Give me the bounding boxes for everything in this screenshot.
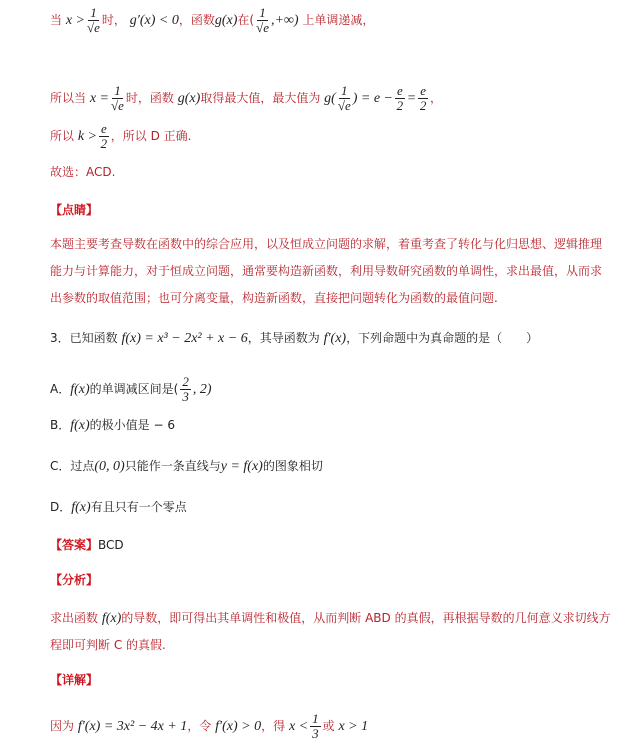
math: f(x) = x³ − 2x² + x − 6 bbox=[121, 331, 248, 346]
numerator: e bbox=[101, 121, 107, 136]
text: 有且只有一个零点 bbox=[90, 500, 187, 514]
text: ，下列命题中为真命题的是（ ） bbox=[346, 331, 539, 345]
analysis-paragraph-line bbox=[50, 610, 611, 627]
fraction bbox=[418, 84, 428, 113]
answer-heading: 【答案】 bbox=[50, 538, 99, 552]
fraction bbox=[310, 712, 321, 741]
fraction bbox=[395, 84, 405, 113]
solution-line-k bbox=[50, 122, 191, 151]
text: 求出函数 bbox=[50, 611, 99, 625]
text: 所以 bbox=[50, 129, 75, 143]
numerator: e bbox=[420, 83, 427, 98]
detail-line bbox=[50, 712, 368, 741]
text: ，得 bbox=[261, 719, 286, 733]
option-d bbox=[50, 499, 187, 516]
fraction bbox=[338, 84, 351, 113]
option-a bbox=[50, 375, 212, 404]
text: D． bbox=[50, 500, 72, 514]
math: x > bbox=[65, 13, 86, 28]
text: 因为 bbox=[50, 719, 75, 733]
tips-paragraph-line: 出参数的取值范围；也可分离变量，构造新函数，直接把问题转化为函数的最值问题. bbox=[50, 291, 498, 305]
math: f(x) bbox=[70, 418, 90, 433]
denominator: √e bbox=[337, 98, 351, 113]
fraction bbox=[180, 375, 191, 404]
math: f′(x) bbox=[323, 331, 347, 346]
math: f(x) bbox=[101, 611, 122, 626]
text: A． bbox=[50, 382, 71, 396]
text: 时， bbox=[101, 13, 126, 27]
text: 的单调减区间是( bbox=[89, 382, 179, 396]
math: x = bbox=[89, 91, 110, 106]
denominator: 3 bbox=[312, 726, 319, 741]
answer-value: BCD bbox=[98, 538, 124, 552]
math: g( bbox=[324, 91, 336, 106]
numerator: 1 bbox=[114, 83, 121, 98]
math: g(x) bbox=[177, 91, 201, 106]
math: = bbox=[406, 91, 417, 106]
option-b bbox=[50, 417, 175, 434]
math: g(x) bbox=[214, 13, 238, 28]
denominator: 2 bbox=[100, 136, 108, 151]
tips-paragraph-line: 能力与计算能力，对于恒成立问题，通常要构造新函数，利用导数研究函数的单调性，求出最值，从而求 bbox=[50, 264, 603, 278]
math: (0, 0) bbox=[94, 459, 125, 474]
numerator: 2 bbox=[182, 374, 189, 389]
option-c bbox=[50, 458, 323, 475]
text: ，其导函数为 bbox=[247, 331, 320, 345]
math: , 2) bbox=[192, 382, 212, 397]
numerator: e bbox=[397, 83, 403, 98]
text: 取得最大值，最大值为 bbox=[200, 91, 321, 105]
denominator: √e bbox=[87, 20, 100, 35]
text: 的极小值是 − 6 bbox=[89, 418, 175, 432]
text: 只能作一条直线与 bbox=[124, 459, 221, 473]
math: k > bbox=[77, 129, 98, 144]
choice-conclusion: 故选：ACD. bbox=[50, 165, 116, 179]
solution-line-decreasing bbox=[50, 6, 374, 35]
text: B． bbox=[50, 418, 71, 432]
denominator: √e bbox=[111, 98, 124, 113]
text: 或 bbox=[322, 719, 335, 733]
math: f(x) bbox=[70, 382, 90, 397]
math: y = f(x) bbox=[220, 459, 263, 474]
numerator: 1 bbox=[259, 5, 266, 20]
question-3-stem bbox=[50, 330, 538, 347]
text: 上单调递减， bbox=[302, 13, 375, 27]
text: ，所以 D 正确. bbox=[110, 129, 192, 143]
text: 的图象相切 bbox=[262, 459, 323, 473]
solution-line-max bbox=[50, 84, 442, 113]
text: C．过点 bbox=[50, 459, 95, 473]
math: f′(x) > 0 bbox=[215, 719, 262, 734]
text: 在( bbox=[237, 13, 255, 27]
math: ) = e − bbox=[352, 91, 394, 106]
math: x < bbox=[288, 719, 309, 734]
section-heading-tips: 【点睛】 bbox=[50, 203, 99, 217]
math: x > 1 bbox=[338, 719, 369, 734]
numerator: 1 bbox=[341, 83, 348, 98]
fraction bbox=[99, 122, 109, 151]
text: ， bbox=[430, 91, 443, 105]
section-heading-detail: 【详解】 bbox=[50, 673, 99, 687]
text: 3．已知函数 bbox=[50, 331, 118, 345]
text: ，函数 bbox=[178, 13, 215, 27]
text: 所以当 bbox=[50, 91, 87, 105]
denominator: 3 bbox=[182, 389, 189, 404]
denominator: 2 bbox=[419, 98, 427, 113]
denominator: 2 bbox=[396, 98, 404, 113]
tips-paragraph-line: 本题主要考查导数在函数中的综合应用，以及恒成立问题的求解，着重考查了转化与化归思想、逻辑推理 bbox=[50, 237, 603, 251]
section-heading-analysis: 【分析】 bbox=[50, 573, 99, 587]
text: 的导数，即可得出其单调性和极值，从而判断 ABD 的真假，再根据导数的几何意义求切线方 bbox=[121, 611, 611, 625]
math: f′(x) = 3x² − 4x + 1 bbox=[77, 719, 188, 734]
text: 时，函数 bbox=[125, 91, 174, 105]
fraction bbox=[111, 84, 124, 113]
fraction bbox=[87, 6, 100, 35]
numerator: 1 bbox=[90, 5, 97, 20]
fraction bbox=[256, 6, 269, 35]
text: 当 bbox=[50, 13, 63, 27]
analysis-paragraph-line: 程即可判断 C 的真假. bbox=[50, 638, 166, 652]
math: ,+∞) bbox=[270, 13, 299, 28]
math: g′(x) < 0 bbox=[129, 13, 179, 28]
numerator: 1 bbox=[312, 711, 319, 726]
text: ，令 bbox=[187, 719, 212, 733]
math: f(x) bbox=[71, 500, 91, 515]
answer-line bbox=[50, 537, 124, 553]
denominator: √e bbox=[256, 20, 269, 35]
